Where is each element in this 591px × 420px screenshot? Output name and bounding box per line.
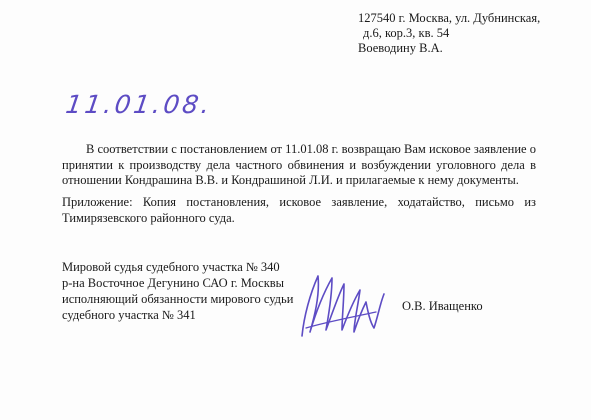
address-line-3: Воеводину В.А. xyxy=(358,41,443,55)
address-line-2: д.6, кор.3, кв. 54 xyxy=(363,26,450,40)
signature-title-line-2: р-на Восточное Дегунино САО г. Москвы xyxy=(62,276,285,290)
body-paragraph-main: В соответствии с постановлением от 11.01.08 г. возвращаю Вам исковое заявление о принятии к производству дела частного обвинения и возбуждении уголовного дела в отношении Кондрашина В.В. и Кондрашиной Л.И. и прилагаемые к нему документы. xyxy=(62,142,536,187)
signature-title-line-4: судебного участка № 341 xyxy=(62,308,196,322)
handwritten-signature xyxy=(296,266,388,346)
signature-title-line-1: Мировой судья судебного участка № 340 xyxy=(62,260,280,274)
signer-name: О.В. Иващенко xyxy=(402,299,483,313)
body-paragraph-attachment: Приложение: Копия постановления, исковое заявление, ходатайство, письмо из Тимирязевского районного суда. xyxy=(62,195,536,225)
address-line-1: 127540 г. Москва, ул. Дубнинская, xyxy=(358,11,541,25)
handwritten-date: 11.01.08. xyxy=(63,90,215,119)
signature-title-line-3: исполняющий обязанности мирового судьи xyxy=(62,292,294,306)
